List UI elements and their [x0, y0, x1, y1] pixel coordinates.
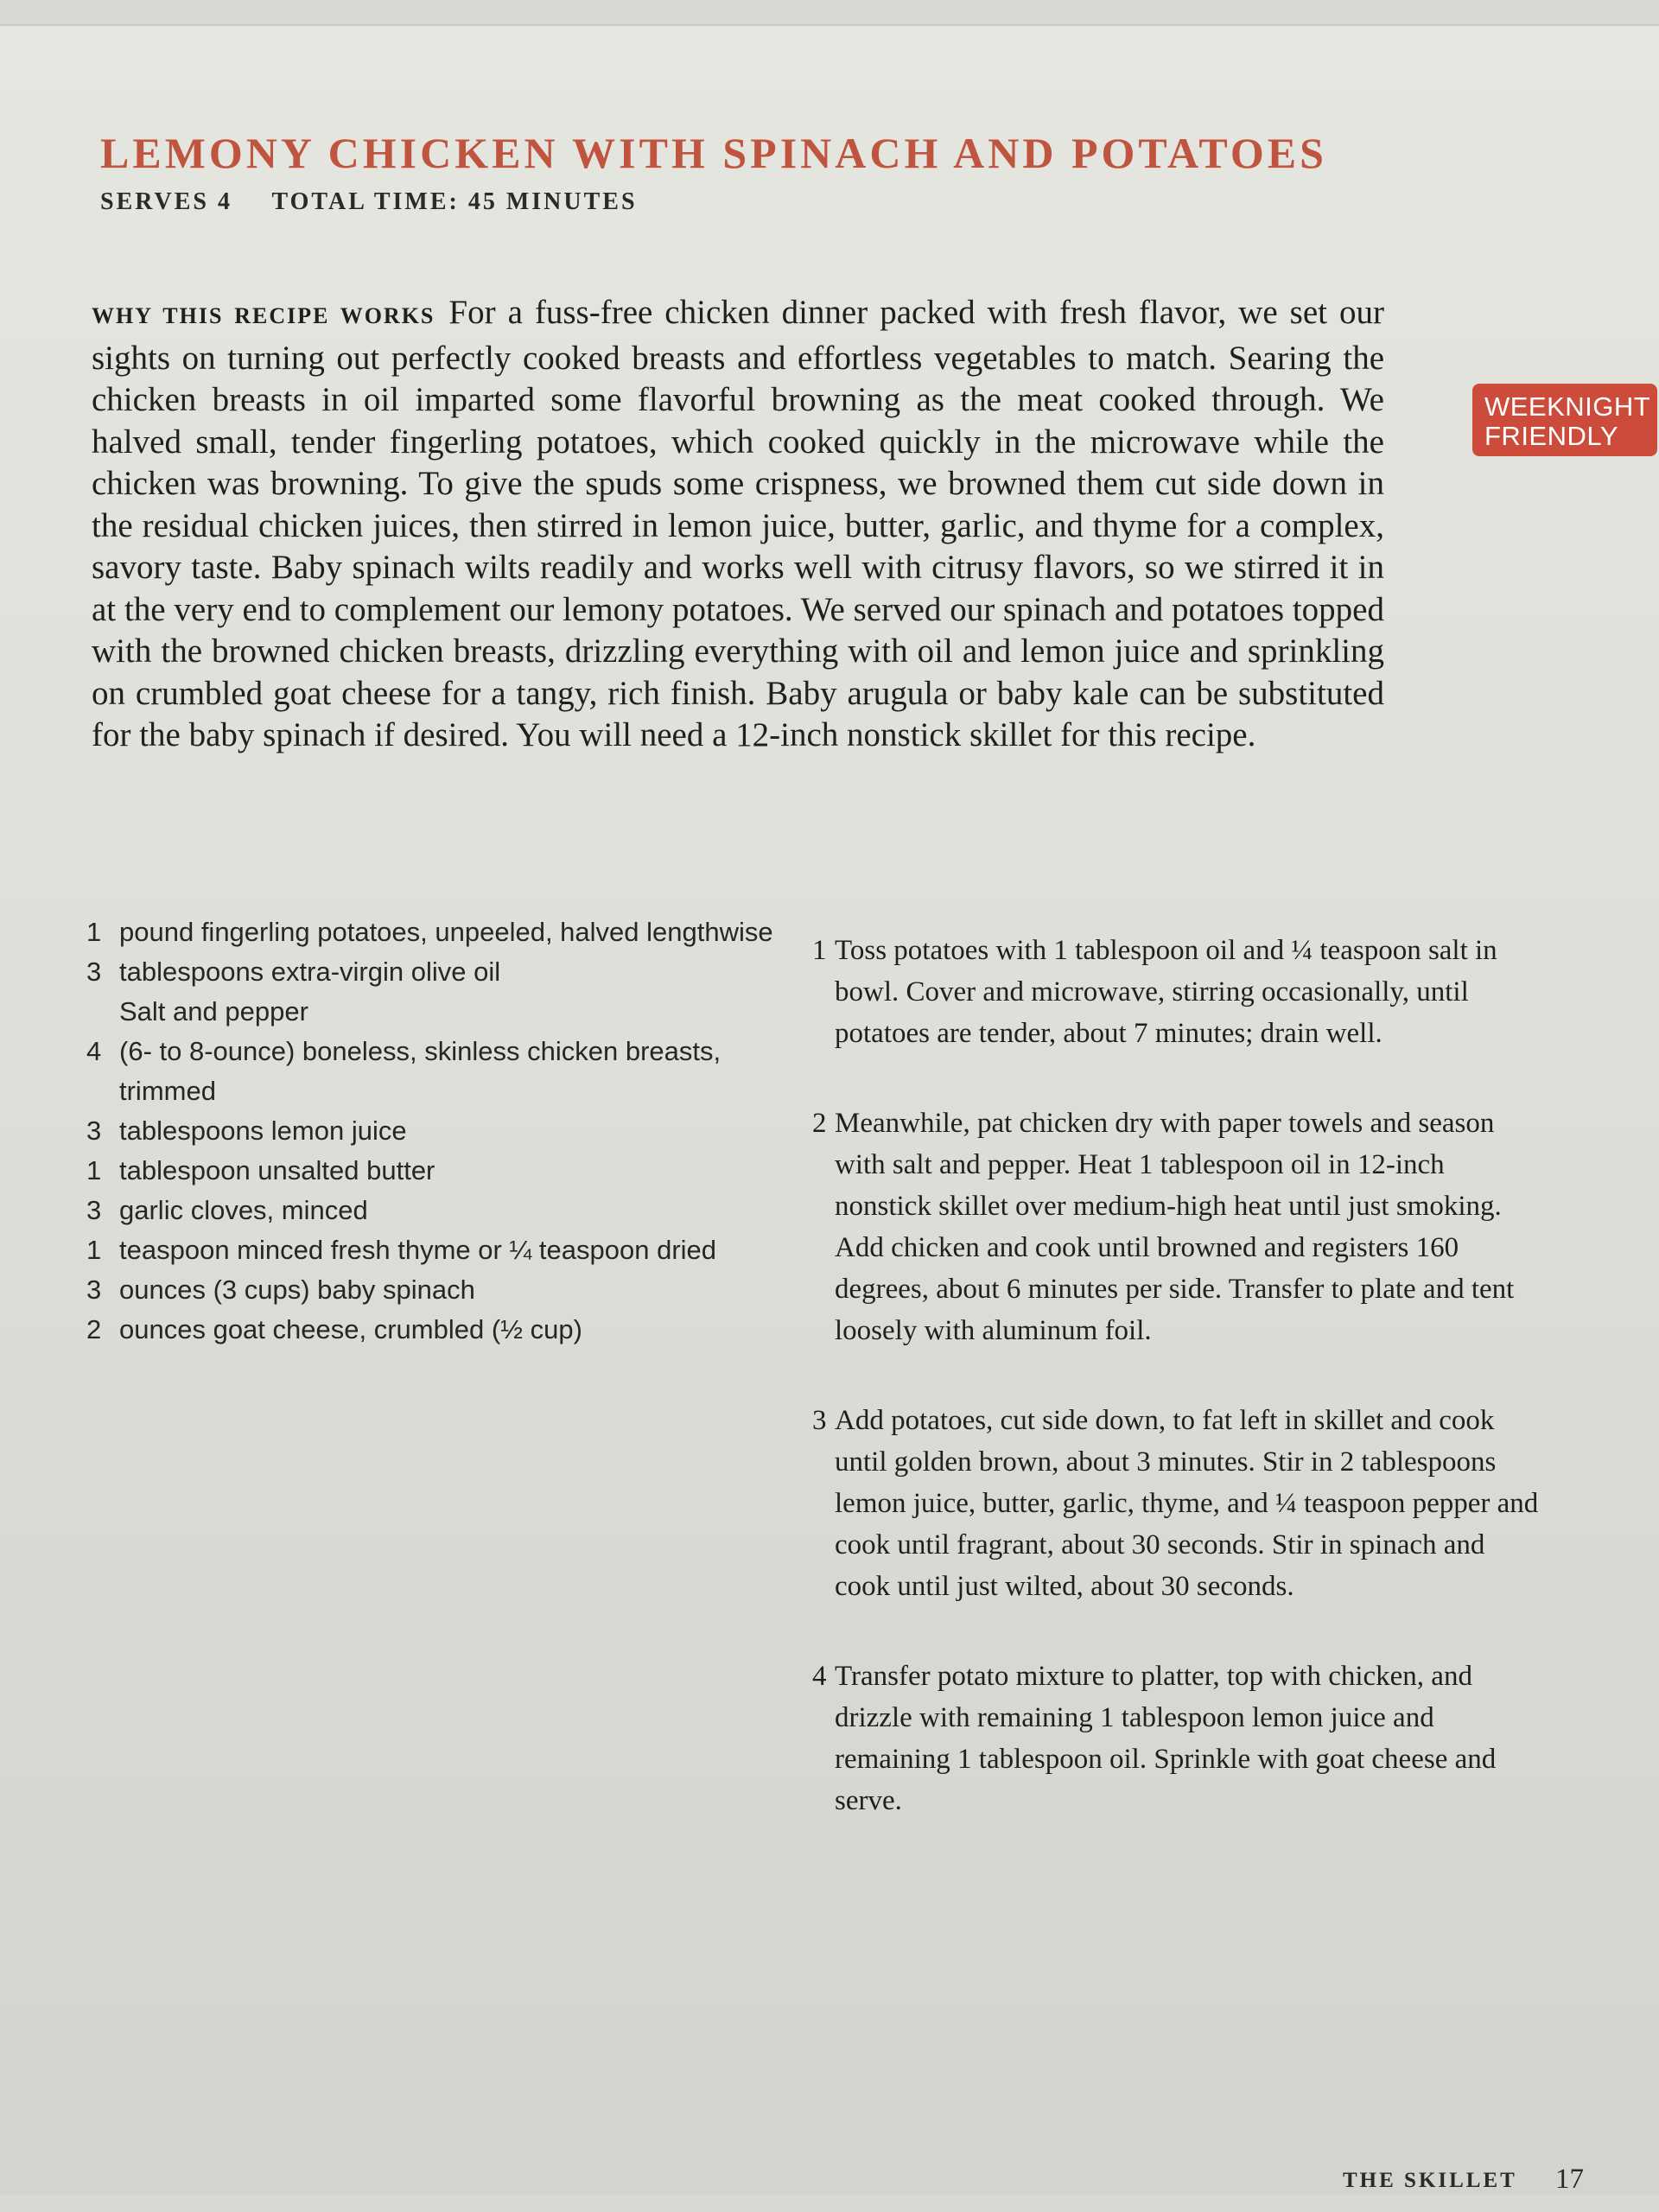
step-text: Transfer potato mixture to platter, top with chicken, and drizzle with remaining 1 tablespoon lemon juice and remaining 1 tablespoon oil. Sprinkle with goat cheese and serve.: [835, 1661, 1497, 1816]
ingredient-text: tablespoons lemon juice: [119, 1116, 407, 1146]
ingredient-qty: 3: [86, 1116, 102, 1146]
total-time-label: TOTAL TIME: 45 MINUTES: [271, 188, 638, 215]
step-text: Meanwhile, pat chicken dry with paper towels and season with salt and pepper. Heat 1 tablespoon oil in 12-inch nonstick skillet over medium-high heat until just smoking. Add chicken and cook until browned and registers 160 degrees, about 6 minutes per side. Transfer to plate and tent loosely with aluminum foil.: [835, 1108, 1515, 1346]
step-text: Toss potatoes with 1 tablespoon oil and ¼ teaspoon salt in bowl. Cover and microwave, stirring occasionally, until potatoes are tender, about 7 minutes; drain well.: [835, 935, 1497, 1049]
ingredient-item: [86, 1310, 778, 1350]
ingredient-item: [86, 1111, 778, 1151]
step-item: [812, 930, 1547, 1054]
step-item: [812, 1656, 1547, 1821]
step-number: 2: [812, 1108, 827, 1139]
intro-lead: WHY THIS RECIPE WORKS: [92, 303, 435, 328]
ingredient-item: [86, 912, 778, 952]
ingredient-qty: 3: [86, 1274, 102, 1305]
ingredient-qty: 1: [86, 1235, 102, 1265]
ingredient-qty: 4: [86, 1036, 102, 1066]
recipe-intro: [92, 292, 1384, 757]
recipe-meta: [100, 188, 669, 216]
ingredient-text: ounces goat cheese, crumbled (½ cup): [119, 1314, 582, 1344]
ingredient-item: [86, 1230, 778, 1270]
footer-section-title: THE SKILLET: [1343, 2169, 1517, 2192]
ingredient-qty: 1: [86, 917, 102, 947]
ingredient-qty: 3: [86, 1195, 102, 1225]
ingredient-item: [86, 1032, 778, 1111]
step-item: [812, 1400, 1547, 1607]
ingredient-text: Salt and pepper: [119, 996, 308, 1027]
ingredient-item: [86, 1270, 778, 1310]
step-number: 3: [812, 1405, 827, 1436]
step-item: [812, 1103, 1547, 1351]
ingredient-item: [86, 1191, 778, 1230]
ingredient-item: [86, 992, 778, 1032]
steps-list: [812, 930, 1547, 1870]
step-text: Add potatoes, cut side down, to fat left in skillet and cook until golden brown, about 3 minutes. Stir in 2 tablespoons lemon juice, butter, garlic, thyme, and ¼ teaspoon pepper and cook until fragrant, about 30 seconds. Stir in spinach and cook until just wilted, about 30 seconds.: [835, 1405, 1539, 1602]
ingredient-item: [86, 1151, 778, 1191]
serves-label: SERVES 4: [100, 188, 232, 215]
ingredient-item: [86, 952, 778, 992]
ingredient-qty: 1: [86, 1155, 102, 1185]
page-number: 17: [1555, 2164, 1584, 2195]
ingredient-text: (6- to 8-ounce) boneless, skinless chicken breasts, trimmed: [119, 1036, 721, 1106]
ingredient-qty: 2: [86, 1314, 102, 1344]
ingredient-qty: [86, 992, 119, 1032]
weeknight-friendly-badge: WEEKNIGHT FRIENDLY: [1472, 384, 1657, 456]
intro-text: For a fuss-free chicken dinner packed with fresh flavor, we set our sights on turning out perfectly cooked breasts and effortless vegetables to match. Searing the chicken breasts in oil imparted some flavorful browning as the meat cooked through. We halved small, tender fingerling potatoes, which cooked quickly in the microwave while the chicken was browning. To give the spuds some crispness, we browned them cut side down in the residual chicken juices, then stirred in lemon juice, butter, garlic, and thyme for a complex, savory taste. Baby spinach wilts readily and works well with citrusy flavors, so we stirred it in at the very end to complement our lemony potatoes. We served our spinach and potatoes topped with the browned chicken breasts, drizzling everything with oil and lemon juice and sprinkling on crumbled goat cheese for a tangy, rich finish. Baby arugula or baby kale can be substituted for the baby spinach if desired. You will need a 12-inch nonstick skillet for this recipe.: [92, 294, 1384, 753]
ingredient-qty: 3: [86, 957, 102, 987]
ingredient-text: tablespoon unsalted butter: [119, 1155, 435, 1185]
step-number: 4: [812, 1661, 827, 1692]
ingredient-text: ounces (3 cups) baby spinach: [119, 1274, 475, 1305]
step-number: 1: [812, 935, 827, 966]
cookbook-page: [0, 24, 1659, 2195]
ingredient-text: teaspoon minced fresh thyme or ¼ teaspoon dried: [119, 1235, 717, 1265]
ingredient-text: pound fingerling potatoes, unpeeled, halved lengthwise: [119, 917, 773, 947]
recipe-title: LEMONY CHICKEN WITH SPINACH AND POTATOES: [100, 129, 1327, 177]
ingredient-text: tablespoons extra-virgin olive oil: [119, 957, 501, 987]
ingredient-text: garlic cloves, minced: [119, 1195, 368, 1225]
ingredients-list: [86, 912, 778, 1350]
